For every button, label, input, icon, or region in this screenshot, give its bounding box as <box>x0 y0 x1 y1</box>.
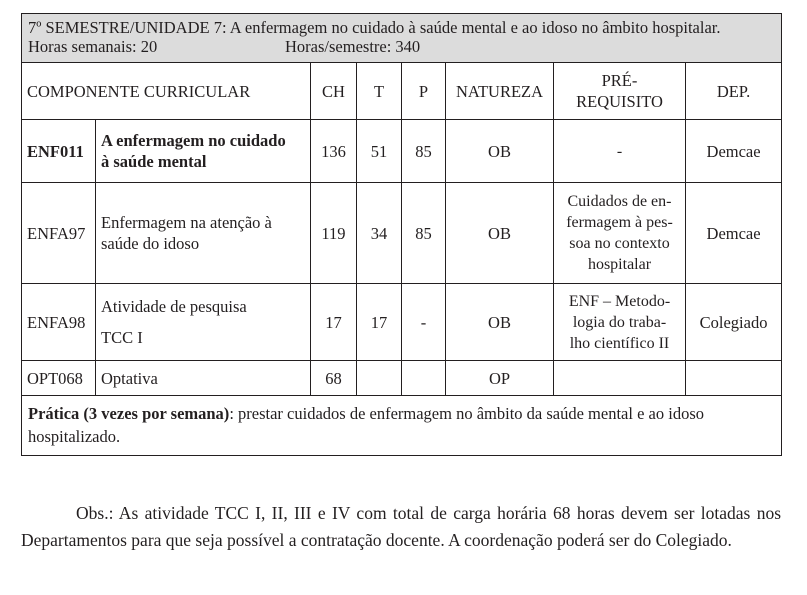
row-nature: OP <box>446 361 554 396</box>
col-p: P <box>402 63 446 120</box>
row-dep <box>686 361 782 396</box>
table-row <box>22 361 782 396</box>
row-name-line2: à saúde mental <box>101 152 207 171</box>
semester-header <box>22 14 782 63</box>
row-name-line2: TCC I <box>101 328 143 347</box>
row-p: 85 <box>402 120 446 183</box>
row-prereq-line: - <box>616 142 623 160</box>
col-dep: DEP. <box>686 63 782 120</box>
row-prereq <box>554 183 686 284</box>
practice-label: Prática (3 vezes por semana) <box>28 404 230 423</box>
row-name-line1: A enfermagem no cuidado <box>101 131 286 150</box>
row-prereq-line: lho científico II <box>569 334 670 352</box>
practice-note <box>22 396 782 456</box>
row-prereq <box>554 284 686 361</box>
practice-row <box>22 396 782 456</box>
row-dep: Demcae <box>686 183 782 284</box>
row-t: 17 <box>357 284 402 361</box>
row-p <box>402 361 446 396</box>
row-prereq <box>554 120 686 183</box>
row-name-line2: saúde do idoso <box>101 234 200 253</box>
row-code: ENFA98 <box>22 284 96 361</box>
row-t <box>357 361 402 396</box>
semester-hours: Horas/semestre: 340 <box>285 37 421 56</box>
table-row <box>22 120 782 183</box>
row-prereq-line: fermagem à pes- <box>566 214 673 231</box>
row-nature: OB <box>446 183 554 284</box>
row-name <box>96 361 311 396</box>
col-t: T <box>357 63 402 120</box>
obs-text: Obs.: As atividade TCC I, II, III e IV com total de carga horária 68 horas devem ser lotadas nos Departamentos para que seja possível a contratação docente. A coordenação poderá ser do Colegiado. <box>21 503 781 550</box>
row-prereq-line: ENF – Metodo- <box>568 292 671 310</box>
col-prereq-line1: PRÉ- <box>601 71 638 90</box>
row-name-line1: Optativa <box>101 368 158 388</box>
table-row <box>22 284 782 361</box>
row-prereq <box>554 361 686 396</box>
row-p: 85 <box>402 183 446 284</box>
row-prereq-line: hospitalar <box>587 256 652 273</box>
row-dep: Colegiado <box>686 284 782 361</box>
row-name-line1: Atividade de pesquisa <box>101 297 247 316</box>
table-row <box>22 183 782 284</box>
row-t: 34 <box>357 183 402 284</box>
row-name <box>96 284 311 361</box>
row-prereq-line: logia do traba- <box>572 313 667 331</box>
weekly-hours: Horas semanais: 20 <box>28 37 158 56</box>
row-nature: OB <box>446 284 554 361</box>
row-dep: Demcae <box>686 120 782 183</box>
curriculum-table <box>21 13 782 456</box>
col-prereq <box>554 63 686 120</box>
col-nature: NATUREZA <box>446 63 554 120</box>
row-name <box>96 183 311 284</box>
row-ch: 119 <box>311 183 357 284</box>
row-name-line1: Enfermagem na atenção à <box>101 213 272 232</box>
row-nature: OB <box>446 120 554 183</box>
row-prereq-line: soa no contexto <box>569 235 670 252</box>
row-ch: 68 <box>311 361 357 396</box>
row-code: ENFA97 <box>22 183 96 284</box>
col-component: COMPONENTE CURRICULAR <box>22 63 311 120</box>
row-ch: 136 <box>311 120 357 183</box>
col-prereq-line2: REQUISITO <box>576 92 663 111</box>
practice-text: : prestar cuidados de enfermagem no âmbito da saúde mental e ao idoso hospitalizado. <box>28 404 704 446</box>
column-header-row <box>22 63 782 120</box>
semester-title: 7º SEMESTRE/UNIDADE 7: A enfermagem no cuidado à saúde mental e ao idoso no âmbito hospitalar. <box>28 18 721 37</box>
row-prereq-line: Cuidados de en- <box>567 193 672 210</box>
row-p: - <box>402 284 446 361</box>
row-name <box>96 120 311 183</box>
row-t: 51 <box>357 120 402 183</box>
row-ch: 17 <box>311 284 357 361</box>
obs-paragraph <box>21 500 781 554</box>
row-code: ENF011 <box>22 120 96 183</box>
row-code: OPT068 <box>22 361 96 396</box>
col-ch: CH <box>311 63 357 120</box>
